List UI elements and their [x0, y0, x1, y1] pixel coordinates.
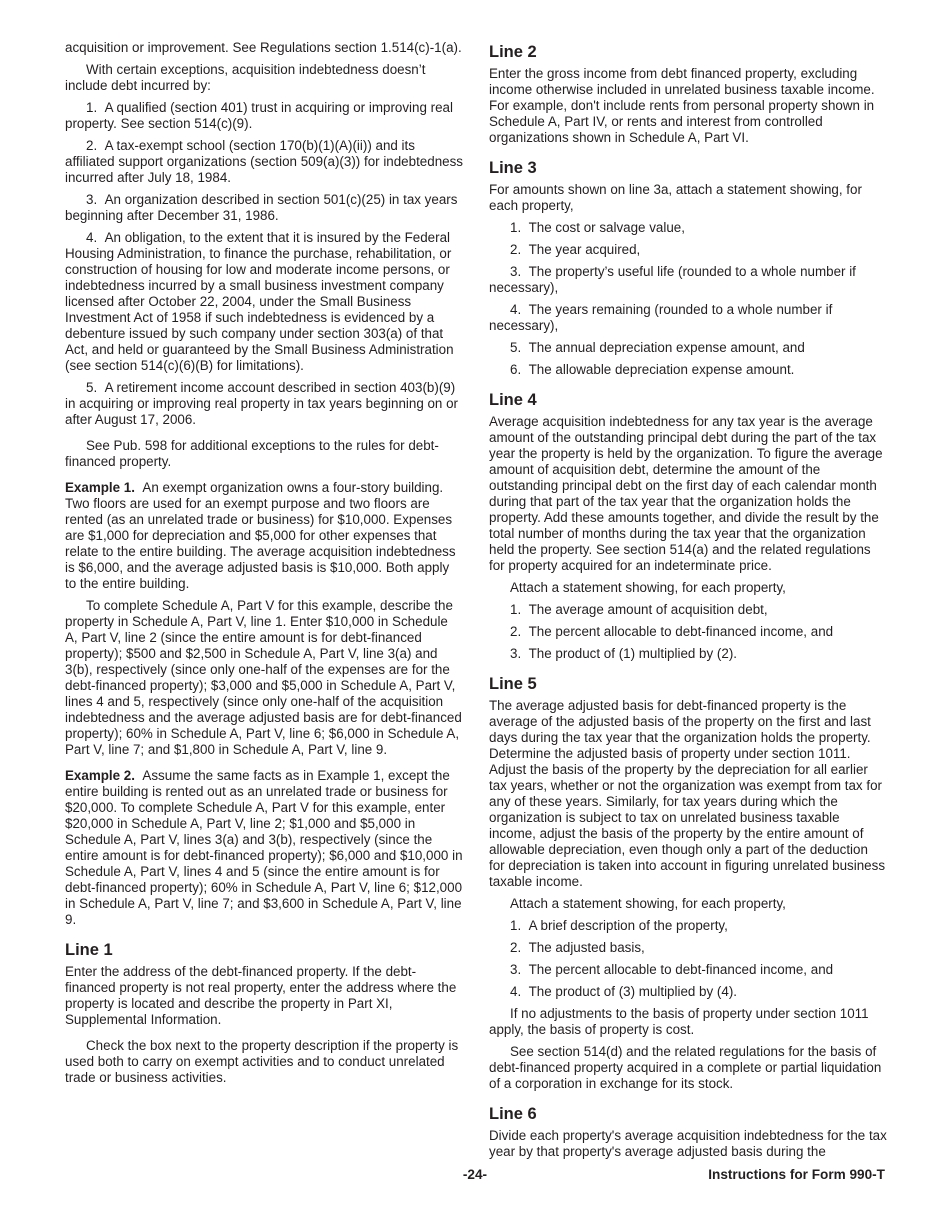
- line-3-heading: Line 3: [489, 159, 537, 177]
- left-column: [65, 40, 463, 1092]
- list-item: 6. The allowable depreciation expense amount.: [510, 362, 795, 377]
- list-item: 1. The average amount of acquisition debt,: [510, 602, 768, 617]
- line-3-paragraph: For amounts shown on line 3a, attach a statement showing, for each property,: [489, 182, 862, 213]
- list-item: 2. A tax-exempt school (section 170(b)(1)(A)(ii)) and its affiliated support organizations (section 509(a)(3)) for indebtedness incurred after July 18, 1984.: [65, 138, 463, 185]
- line-4-paragraph: Average acquisition indebtedness for any tax year is the average amount of the outstanding principal debt during the part of the tax year the property is held by the organization. To figure the average amount of acquisition debt, determine the amount of the outstanding principal debt on the first day of each calendar month during that part of the tax year that the organization holds the property. Add these amounts together, and divide the result by the total number of months during the tax year that the organization held the property. See section 514(a) and the related regulations for property acquired for an indeterminate price.: [489, 414, 883, 573]
- example-1-label: Example 1.: [65, 480, 135, 495]
- form-title: Instructions for Form 990-T: [708, 1167, 885, 1182]
- line-5-paragraph: The average adjusted basis for debt-financed property is the average of the adjusted basis of the property on the first and last days during the tax year that the organization holds the property. Determine the adjusted basis of property under section 1011. Adjust the basis of the property by the depreciation for all earlier tax years, whether or not the organization was exempt from tax for any of these years. Similarly, for tax years during which the organization is subject to tax on unrelated business taxable income, adjust the basis of the property by the entire amount of allowable depreciation, even though only a part of the deduction for depreciation is taken into account in figuring unrelated business taxable income.: [489, 698, 886, 889]
- line-1-heading: Line 1: [65, 941, 113, 959]
- list-item: 3. The property’s useful life (rounded to a whole number if necessary),: [489, 264, 856, 295]
- list-item: 2. The adjusted basis,: [510, 940, 645, 955]
- exceptions-paragraph: With certain exceptions, acquisition indebtedness doesn’t include debt incurred by:: [65, 62, 426, 93]
- line-2-heading: Line 2: [489, 43, 537, 61]
- line-4-heading: Line 4: [489, 391, 537, 409]
- list-item: 3. An organization described in section 501(c)(25) in tax years beginning after December 31, 1986.: [65, 192, 458, 223]
- line-4-attach-paragraph: Attach a statement showing, for each property,: [510, 580, 786, 595]
- list-item: 4. The product of (3) multiplied by (4).: [510, 984, 738, 999]
- pub-598-paragraph: See Pub. 598 for additional exceptions to the rules for debt-financed property.: [65, 438, 439, 469]
- line-5-heading: Line 5: [489, 675, 537, 693]
- list-item: 1. A brief description of the property,: [510, 918, 728, 933]
- list-item: 3. The percent allocable to debt-financed income, and: [510, 962, 834, 977]
- right-column: [489, 40, 887, 1166]
- list-item: 1. The cost or salvage value,: [510, 220, 685, 235]
- line-1-paragraph: Enter the address of the debt-financed property. If the debt-financed property is not real property, enter the address where the property is located and describe the property in Part XI, Supplemental Information.: [65, 964, 457, 1027]
- line-5-attach-paragraph: Attach a statement showing, for each property,: [510, 896, 786, 911]
- list-item: 5. A retirement income account described in section 403(b)(9) in acquiring or improving real property in tax years beginning on or after August 17, 2006.: [65, 380, 459, 427]
- line-5-cost-paragraph: If no adjustments to the basis of property under section 1011 apply, the basis of property is cost.: [489, 1006, 869, 1037]
- line-6-paragraph: Divide each property's average acquisition indebtedness for the tax year by that property's average adjusted basis during the: [489, 1128, 887, 1159]
- list-item: 5. The annual depreciation expense amount, and: [510, 340, 805, 355]
- list-item: 2. The year acquired,: [510, 242, 641, 257]
- line-6-heading: Line 6: [489, 1105, 537, 1123]
- intro-paragraph: acquisition or improvement. See Regulations section 1.514(c)-1(a).: [65, 40, 462, 55]
- line-1-checkbox-paragraph: Check the box next to the property description if the property is used both to carry on exempt activities and to conduct unrelated trade or business activities.: [65, 1038, 459, 1085]
- list-item: 1. A qualified (section 401) trust in acquiring or improving real property. See section 514(c)(9).: [65, 100, 453, 131]
- list-item: 2. The percent allocable to debt-financed income, and: [510, 624, 834, 639]
- exceptions-list: [65, 100, 463, 428]
- list-item: 4. An obligation, to the extent that it is insured by the Federal Housing Administration, to finance the purchase, rehabilitation, or construction of housing for low and moderate income persons, or indebtedness incurred by a small business investment company licensed after October 22, 2004, under the Small Business Investment Act of 1958 if such indebtedness is evidenced by a debenture issued by such company under section 303(a) of that Act, and held or guaranteed by the Small Business Administration (see section 514(c)(6)(B) for limitations).: [65, 230, 454, 373]
- line-2-paragraph: Enter the gross income from debt financed property, excluding income otherwise included in unrelated business taxable income. For example, don't include rents from personal property shown in Schedule A, Part IV, or rents and interest from controlled organizations shown in Schedule A, Part VI.: [489, 66, 875, 145]
- list-item: 3. The product of (1) multiplied by (2).: [510, 646, 738, 661]
- list-item: 4. The years remaining (rounded to a whole number if necessary),: [489, 302, 833, 333]
- page-number: -24-: [462, 1167, 488, 1182]
- example-1-paragraph: Example 1. An exempt organization owns a four-story building. Two floors are used for an exempt purpose and two floors are rented (as an unrelated trade or business) for $10,000. Expenses are $1,000 for depreciation and $5,000 for other expenses that relate to the entire building. The average acquisition indebtedness is $6,000, and the average adjusted basis is $10,000. Both apply to the entire building.: [65, 480, 456, 591]
- line-5-liquidation-paragraph: See section 514(d) and the related regulations for the basis of debt-financed property acquired in a complete or partial liquidation of a corporation in exchange for its stock.: [489, 1044, 882, 1091]
- example-1-completion-paragraph: To complete Schedule A, Part V for this example, describe the property in Schedule A, Part V, line 1. Enter $10,000 in Schedule A, Part V, line 2 (since the entire amount is for debt-financed property); $500 and $2,500 in Schedule A, Part V, line 3(a) and 3(b), respectively (since only one-half of the expenses are for the debt-financed property); $3,000 and $5,000 in Schedule A, Part V, lines 4 and 5, respectively (since only one-half of the acquisition indebtedness and the average adjusted basis are for debt-financed property); 60% in Schedule A, Part V, line 6; $6,000 in Schedule A, Part V, line 7; and $1,800 in Schedule A, Part V, line 9.: [65, 598, 462, 757]
- example-2-paragraph: Example 2. Assume the same facts as in Example 1, except the entire building is rented out as an unrelated trade or business for $20,000. To complete Schedule A, Part V for this example, enter $20,000 in Schedule A, Part V, line 2; $1,000 and $5,000 in Schedule A, Part V, lines 3(a) and 3(b), respectively (since the entire amount is for debt-financed property); $6,000 and $10,000 in Schedule A, Part V, lines 4 and 5 (since the entire amount is for debt-financed property); 60% in Schedule A, Part V, line 6; $12,000 in Schedule A, Part V, line 7; and $3,600 in Schedule A, Part V, line 9.: [65, 768, 463, 927]
- example-2-label: Example 2.: [65, 768, 135, 783]
